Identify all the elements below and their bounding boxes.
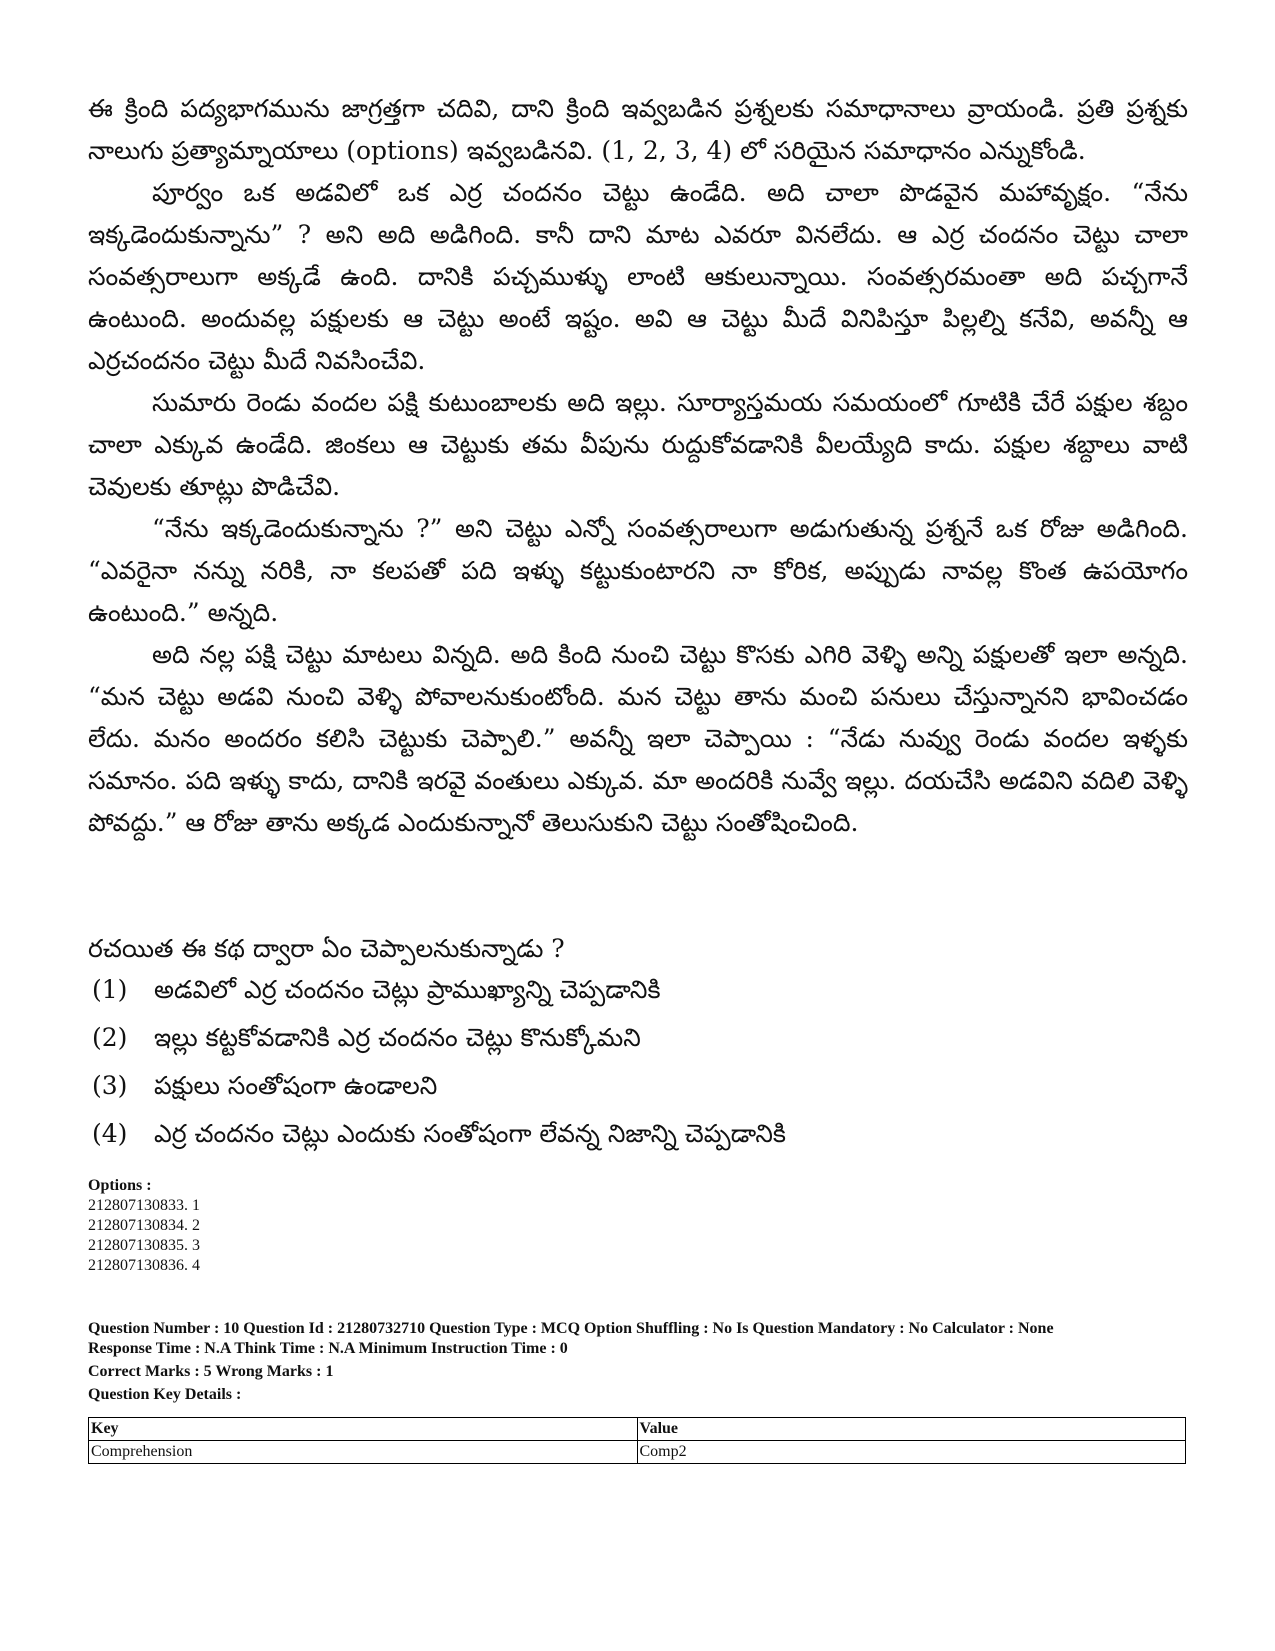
passage-paragraph-2: సుమారు రెండు వందల పక్షి కుటుంబాలకు అది ఇల్లు. సూర్యాస్తమయ సమయంలో గూటికి చేరే పక్షుల శబ్దం చాలా ఎక్కువ ఉండేది. జింకలు ఆ చెట్టుకు తమ వీపును రుద్దుకోవడానికి వీలయ్యేది కాదు. పక్షుల శబ్దాలు వాటి చెవులకు తూట్లు పొడిచేవి. <box>88 388 1188 501</box>
choice-text: ఎర్ర చందనం చెట్లు ఎందుకు సంతోషంగా లేవన్న నిజాన్ని చెప్పడానికి <box>154 1119 786 1148</box>
choice-number: (1) <box>92 975 128 1004</box>
option-id-4: 212807130836. 4 <box>88 1257 200 1274</box>
key-details-label: Question Key Details : <box>88 1386 242 1403</box>
question-text: రచయిత ఈ కథ ద్వారా ఏం చెప్పాలనుకున్నాడు ? <box>88 934 565 963</box>
answer-choice-2 <box>92 1023 1092 1071</box>
table-row <box>89 1441 1186 1464</box>
option-id-1: 212807130833. 1 <box>88 1197 200 1214</box>
option-id-3: 212807130835. 3 <box>88 1237 200 1254</box>
options-label: Options : <box>88 1177 152 1194</box>
value-column-header: Value <box>637 1418 1186 1441</box>
choice-text: అడవిలో ఎర్ర చందనం చెట్లు ప్రాముఖ్యాన్ని చెప్పడానికి <box>154 975 661 1004</box>
marks-info: Correct Marks : 5 Wrong Marks : 1 <box>88 1363 334 1380</box>
table-header-row <box>89 1418 1186 1441</box>
answer-choice-3 <box>92 1071 1092 1119</box>
key-cell: Comprehension <box>89 1441 638 1464</box>
choice-number: (2) <box>92 1023 128 1052</box>
options-block <box>88 1176 1198 1276</box>
question-info-line-1: Question Number : 10 Question Id : 21280732710 Question Type : MCQ Option Shuffling : No Is Question Mandatory : No Calculator : None <box>88 1320 1054 1337</box>
option-id-2: 212807130834. 2 <box>88 1217 200 1234</box>
choice-number: (3) <box>92 1071 128 1100</box>
passage-paragraph-1: పూర్వం ఒక అడవిలో ఒక ఎర్ర చందనం చెట్టు ఉండేది. అది చాలా పొడవైన మహావృక్షం. “నేను ఇక్కడెందుకున్నాను” ? అని అది అడిగింది. కానీ దాని మాట ఎవరూ వినలేదు. ఆ ఎర్ర చందనం చెట్టు చాలా సంవత్సరాలుగా అక్కడే ఉంది. దానికి పచ్చముళ్ళు లాంటి ఆకులున్నాయి. సంవత్సరమంతా అది పచ్చగానే ఉంటుంది. అందువల్ల పక్షులకు ఆ చెట్టు అంటే ఇష్టం. అవి ఆ చెట్టు మీదే వినిపిస్తూ పిల్లల్ని కనేవి, అవన్నీ ఆ ఎర్రచందనం చెట్టు మీదే నివసించేవి. <box>88 178 1188 375</box>
answer-choice-1 <box>92 975 1092 1023</box>
question-info <box>88 1319 1198 1405</box>
choice-text: పక్షులు సంతోషంగా ఉండాలని <box>154 1071 438 1100</box>
passage-paragraph-3: “నేను ఇక్కడెందుకున్నాను ?” అని చెట్టు ఎన్నో సంవత్సరాలుగా అడుగుతున్న ప్రశ్ననే ఒక రోజు అడిగింది. “ఎవరైనా నన్ను నరికి, నా కలపతో పది ఇళ్ళు కట్టుకుంటారని నా కోరిక, అప్పుడు నావల్ల కొంత ఉపయోగం ఉంటుంది.” అన్నది. <box>88 514 1188 627</box>
value-cell: Comp2 <box>637 1441 1186 1464</box>
passage-paragraph-4: అది నల్ల పక్షి చెట్టు మాటలు విన్నది. అది కింది నుంచి చెట్టు కొసకు ఎగిరి వెళ్ళి అన్ని పక్షులతో ఇలా అన్నది. “మన చెట్టు అడవి నుంచి వెళ్ళి పోవాలనుకుంటోంది. మన చెట్టు తాను మంచి పనులు చేస్తున్నానని భావించడం లేదు. మనం అందరం కలిసి చెట్టుకు చెప్పాలి.” అవన్నీ ఇలా చెప్పాయి : “నేడు నువ్వు రెండు వందల ఇళ్ళకు సమానం. పది ఇళ్ళు కాదు, దానికి ఇరవై వంతులు ఎక్కువ. మా అందరికి నువ్వే ఇల్లు. దయచేసి అడవిని వదిలి వెళ్ళి పోవద్దు.” ఆ రోజు తాను అక్కడ ఎందుకున్నానో తెలుసుకుని చెట్టు సంతోషించింది. <box>88 640 1188 837</box>
key-details-table <box>88 1417 1186 1464</box>
choice-text: ఇల్లు కట్టకోవడానికి ఎర్ర చందనం చెట్లు కొనుక్కోమని <box>154 1023 641 1052</box>
instructions-text: ఈ క్రింది పద్యభాగమును జాగ్రత్తగా చదివి, దాని క్రింది ఇవ్వబడిన ప్రశ్నలకు సమాధానాలు వ్రాయండి. ప్రతి ప్రశ్నకు నాలుగు ప్రత్యామ్నాయాలు (options) ఇవ్వబడినవి. (1, 2, 3, 4) లో సరియైన సమాధానం ఎన్నుకోండి. <box>88 94 1188 165</box>
passage <box>88 172 1188 844</box>
answer-choices <box>92 975 1092 1167</box>
answer-choice-4 <box>92 1119 1092 1167</box>
choice-number: (4) <box>92 1119 128 1148</box>
key-column-header: Key <box>89 1418 638 1441</box>
question-info-line-2: Response Time : N.A Think Time : N.A Minimum Instruction Time : 0 <box>88 1340 568 1357</box>
